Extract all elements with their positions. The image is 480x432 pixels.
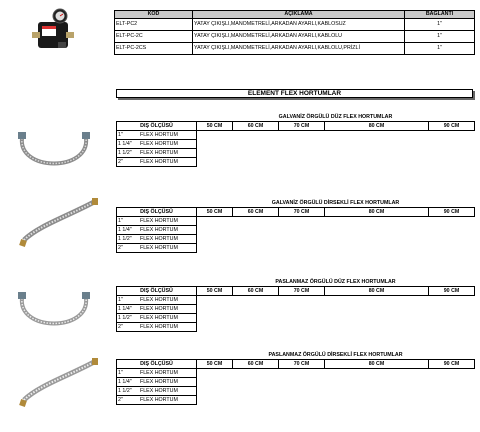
- length-header: 70 CM: [279, 360, 325, 369]
- table-row: [117, 296, 475, 305]
- length-header: 50 CM: [197, 122, 233, 131]
- hose-size: 1": [118, 370, 123, 376]
- hose-size: 1 1/4": [118, 141, 132, 147]
- flex-table-paslanmaz-duz: [116, 278, 475, 332]
- product-description: YATAY ÇIKIŞLI,MANOMETRELİ,ARKADAN AYARLI,KABLOSUZ: [193, 19, 405, 31]
- length-header: 70 CM: [279, 287, 325, 296]
- hose-size: 2": [118, 245, 123, 251]
- product-connection: 1": [405, 31, 475, 43]
- flex-table-galvaniz-dirsekli: [116, 199, 475, 253]
- hose-name: FLEX HORTUM: [140, 159, 178, 165]
- pressure-control-image: [28, 8, 84, 54]
- hose-size: 2": [118, 159, 123, 165]
- length-header: 50 CM: [197, 208, 233, 217]
- table-title: GALVANİZ ÖRGÜLÜ DİRSEKLİ FLEX HORTUMLAR: [197, 199, 475, 208]
- hose-name: FLEX HORTUM: [140, 236, 178, 242]
- hose-size: 1 1/2": [118, 236, 132, 242]
- table-row: [117, 369, 475, 378]
- length-header: 70 CM: [279, 122, 325, 131]
- table-row: [117, 131, 475, 140]
- hose-name: FLEX HORTUM: [140, 315, 178, 321]
- column-header-aciklama: AÇIKLAMA: [193, 11, 405, 19]
- hose-size: 2": [118, 397, 123, 403]
- straight-stainless-hose-image: [8, 288, 100, 332]
- length-header: 70 CM: [279, 208, 325, 217]
- column-header-baglanti: BAĞLANTI: [405, 11, 475, 19]
- hose-name: FLEX HORTUM: [140, 297, 178, 303]
- straight-hose-image: [8, 128, 100, 172]
- product-code: ELT-PC2: [115, 19, 193, 31]
- product-code: ELT-PC-2C: [115, 31, 193, 43]
- length-header: 90 CM: [429, 287, 475, 296]
- hose-size: 1": [118, 218, 123, 224]
- product-connection: 1": [405, 19, 475, 31]
- table-row: [115, 43, 475, 55]
- length-header: 60 CM: [233, 287, 279, 296]
- length-header: 60 CM: [233, 360, 279, 369]
- hose-name: FLEX HORTUM: [140, 150, 178, 156]
- hose-name: FLEX HORTUM: [140, 388, 178, 394]
- hose-size: 1 1/4": [118, 379, 132, 385]
- hose-name: FLEX HORTUM: [140, 245, 178, 251]
- length-header: 90 CM: [429, 122, 475, 131]
- flex-table-galvaniz-duz: [116, 113, 475, 167]
- product-code: ELT-PC-2CS: [115, 43, 193, 55]
- length-header: 60 CM: [233, 122, 279, 131]
- product-description: YATAY ÇIKIŞLI,MANOMETRELİ,ARKADAN AYARLI,KABLOLU,PRİZLİ: [193, 43, 405, 55]
- product-table: [114, 10, 475, 55]
- elbow-stainless-hose-image: [8, 356, 100, 414]
- length-header: 80 CM: [325, 360, 429, 369]
- flex-table-paslanmaz-dirsekli: [116, 351, 475, 405]
- hose-name: FLEX HORTUM: [140, 324, 178, 330]
- hose-name: FLEX HORTUM: [140, 306, 178, 312]
- hose-name: FLEX HORTUM: [140, 370, 178, 376]
- table-row: [115, 19, 475, 31]
- product-connection: 1": [405, 43, 475, 55]
- length-header: 80 CM: [325, 122, 429, 131]
- length-header: 50 CM: [197, 360, 233, 369]
- table-row: [117, 217, 475, 226]
- product-description: YATAY ÇIKIŞLI,MANOMETRELİ,ARKADAN AYARLI,KABLOLU: [193, 31, 405, 43]
- table-title: PASLANMAZ ÖRGÜLÜ DİRSEKLİ FLEX HORTUMLAR: [197, 351, 475, 360]
- column-header-kod: KOD: [115, 11, 193, 19]
- size-header: DIŞ ÖLÇÜSÜ: [117, 208, 197, 217]
- length-header: 80 CM: [325, 208, 429, 217]
- size-header: DIŞ ÖLÇÜSÜ: [117, 122, 197, 131]
- hose-size: 1 1/4": [118, 306, 132, 312]
- hose-name: FLEX HORTUM: [140, 141, 178, 147]
- hose-name: FLEX HORTUM: [140, 227, 178, 233]
- size-header: DIŞ ÖLÇÜSÜ: [117, 287, 197, 296]
- length-header: 80 CM: [325, 287, 429, 296]
- hose-name: FLEX HORTUM: [140, 379, 178, 385]
- hose-size: 2": [118, 324, 123, 330]
- section-banner: ELEMENT FLEX HORTUMLAR: [116, 89, 473, 98]
- size-header: DIŞ ÖLÇÜSÜ: [117, 360, 197, 369]
- table-title: PASLANMAZ ÖRGÜLÜ DÜZ FLEX HORTUMLAR: [197, 278, 475, 287]
- table-row: [115, 31, 475, 43]
- hose-size: 1 1/2": [118, 388, 132, 394]
- table-title: GALVANİZ ÖRGÜLÜ DÜZ FLEX HORTUMLAR: [197, 113, 475, 122]
- hose-size: 1": [118, 132, 123, 138]
- length-header: 60 CM: [233, 208, 279, 217]
- elbow-hose-image: [8, 196, 100, 254]
- length-header: 90 CM: [429, 208, 475, 217]
- hose-size: 1 1/2": [118, 150, 132, 156]
- hose-name: FLEX HORTUM: [140, 132, 178, 138]
- length-header: 90 CM: [429, 360, 475, 369]
- hose-size: 1": [118, 297, 123, 303]
- length-header: 50 CM: [197, 287, 233, 296]
- hose-name: FLEX HORTUM: [140, 218, 178, 224]
- hose-size: 1 1/4": [118, 227, 132, 233]
- hose-size: 1 1/2": [118, 315, 132, 321]
- hose-name: FLEX HORTUM: [140, 397, 178, 403]
